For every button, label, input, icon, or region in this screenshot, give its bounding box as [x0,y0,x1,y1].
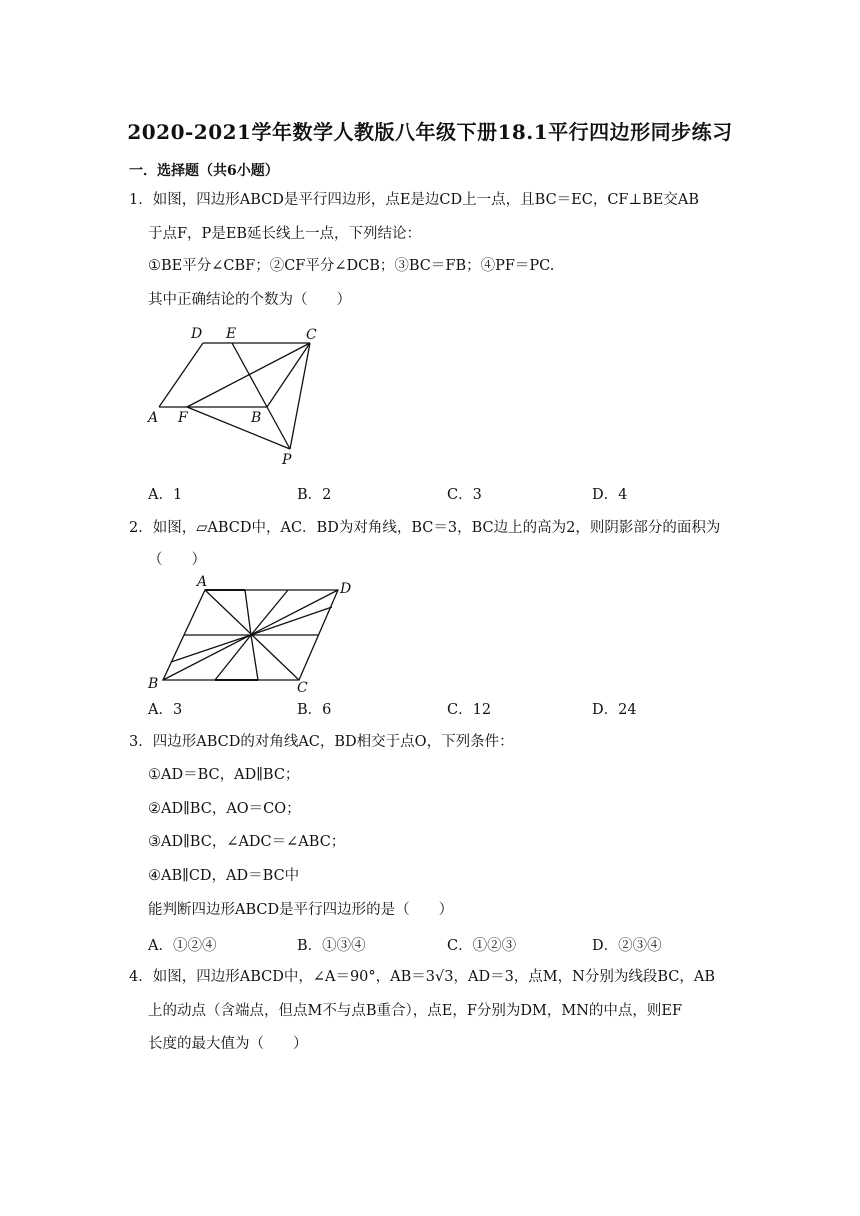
q1-figure [140,318,340,468]
q2-seg-6 [171,635,251,662]
q3-option-b: B．①③④ [297,938,366,954]
q1-label-c: C [306,327,317,343]
q1-line-1: 1．如图，四边形ABCD是平行四边形，点E是边CD上一点，且BC＝EC，CF⊥BE交AB [129,192,700,208]
q1-label-a: A [148,410,159,426]
q1-conclusions: ①BE平分∠CBF；②CF平分∠DCB；③BC＝FB；④PF＝PC. [148,258,555,274]
q3-option-a: A．①②④ [148,938,217,954]
q2-figure [140,572,370,696]
q4-line-2: 上的动点（含端点，但点M不与点B重合），点E，F分别为DM，MN的中点，则EF [148,1003,683,1019]
q3-option-c: C．①②③ [447,938,517,954]
q4-line-1: 4．如图，四边形ABCD中，∠A＝90°，AB＝3√3，AD＝3，点M，N分别为线段BC，AB [129,969,715,985]
q4-prompt: 长度的最大值为（ ） [148,1036,308,1052]
q1-prompt: 其中正确结论的个数为（ ） [148,292,351,308]
q1-option-d: D．4 [592,487,628,503]
q1-seg-da [159,343,203,407]
q3-condition-3: ③AD∥BC，∠ADC＝∠ABC； [148,834,346,850]
section-heading: 一．选择题（共6小题） [129,163,279,179]
q1-label-d: D [191,326,203,342]
q1-label-f: F [178,410,188,426]
q3-condition-4: ④AB∥CD，AD＝BC中 [148,868,300,884]
q1-line-2: 于点F，P是EB延长线上一点，下列结论： [148,226,422,242]
q1-option-a: A．1 [148,487,183,503]
q1-label-p: P [282,452,292,468]
q3-line-1: 3．四边形ABCD的对角线AC，BD相交于点O，下列条件： [129,734,514,750]
q2-seg-1 [245,590,251,635]
q1-option-c: C．3 [447,487,482,503]
q2-option-d: D．24 [592,702,637,718]
q3-option-d: D．②③④ [592,938,662,954]
q2-label-d: D [340,581,352,597]
q2-option-a: A．3 [148,702,183,718]
q3-condition-1: ①AD＝BC，AD∥BC； [148,767,300,783]
q2-option-c: C．12 [447,702,492,718]
q1-label-e: E [226,326,237,342]
q2-line-2: （ ） [148,552,206,568]
q2-label-a: A [197,574,208,590]
q2-label-c: C [297,680,308,696]
q1-seg-cf [187,343,310,407]
q3-condition-2: ②AD∥BC，AO＝CO； [148,801,301,817]
q3-prompt: 能判断四边形ABCD是平行四边形的是（ ） [148,902,454,918]
q2-option-b: B．6 [297,702,332,718]
page-title: 2020-2021学年数学人教版八年级下册18.1平行四边形同步练习 [127,120,733,144]
q2-label-b: B [148,676,159,692]
q2-seg-4 [251,635,258,680]
q2-line-1: 2．如图，▱ABCD中，AC．BD为对角线，BC＝3，BC边上的高为2，则阴影部分的面积为 [129,520,721,536]
q1-label-b: B [251,410,262,426]
q1-option-b: B．2 [297,487,332,503]
q1-seg-fp [187,407,290,449]
q1-seg-ep [232,343,290,449]
